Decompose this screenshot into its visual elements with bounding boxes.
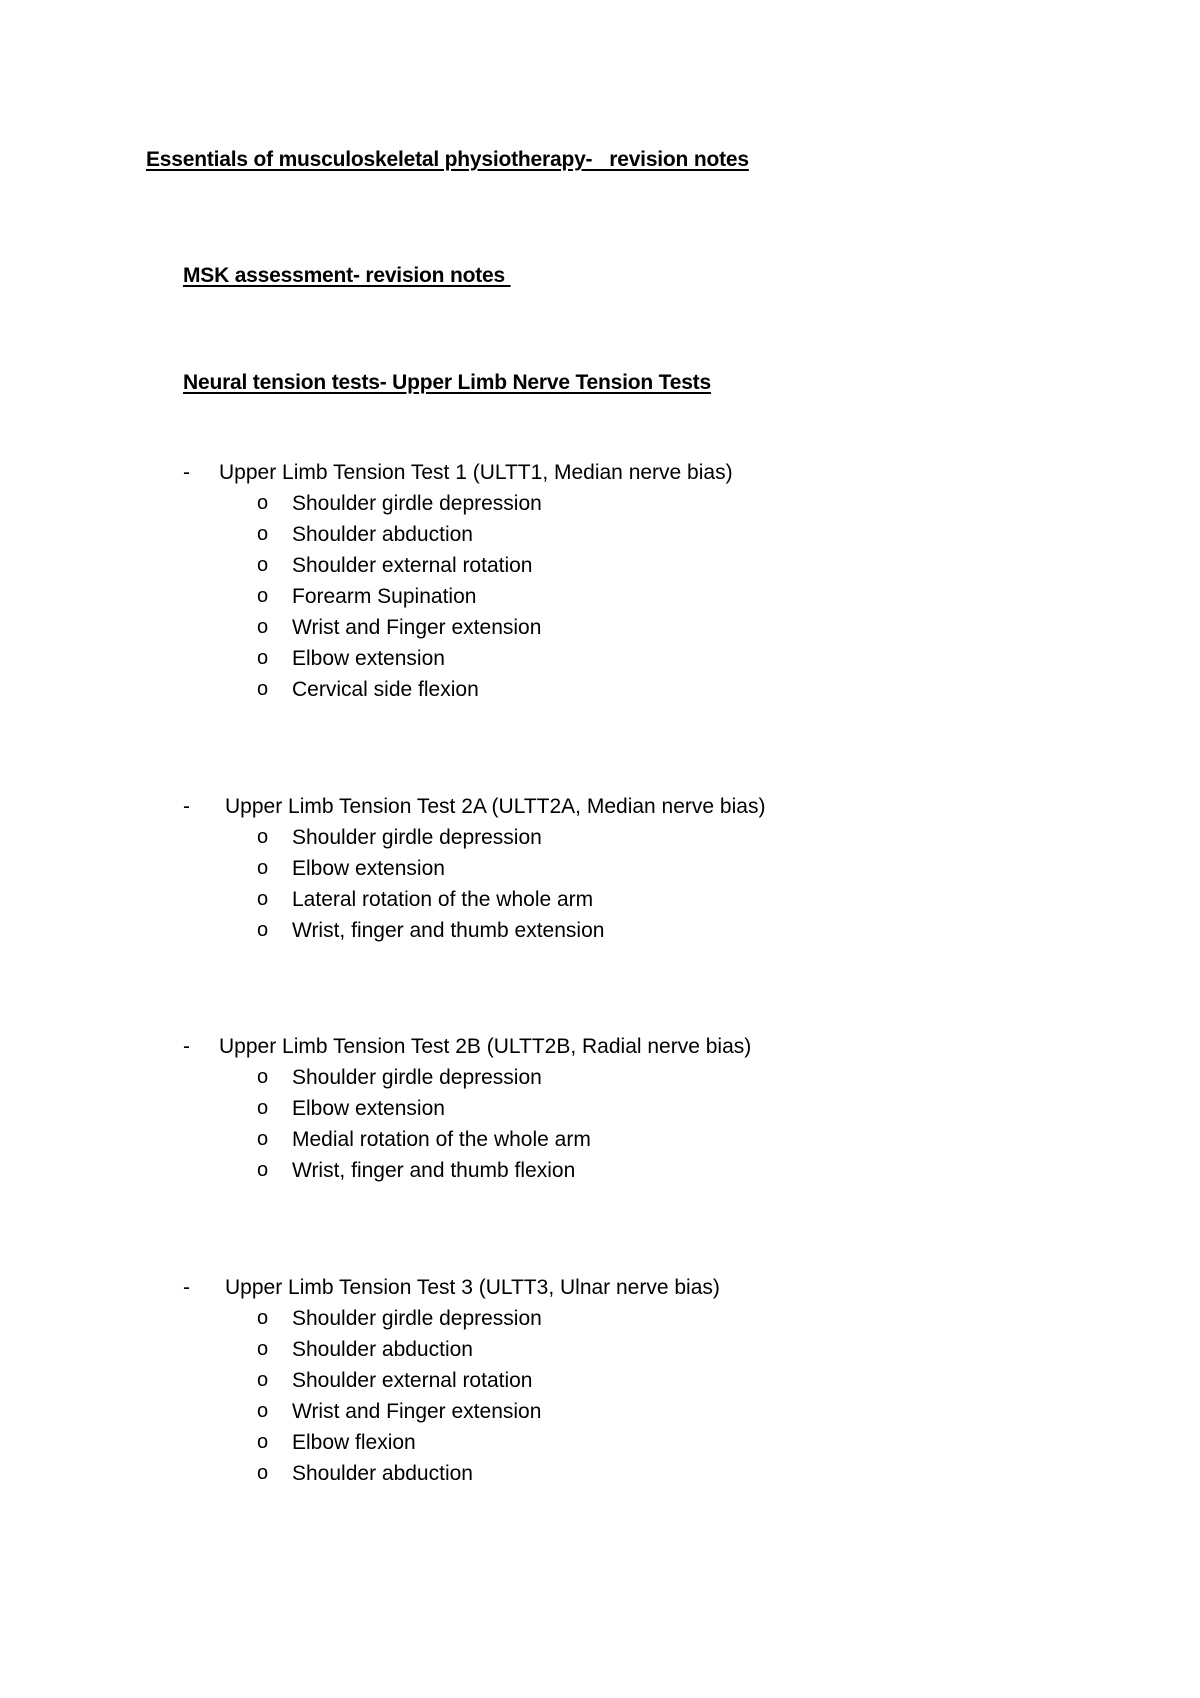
list-item-text: Shoulder girdle depression (292, 1307, 542, 1330)
list-item (183, 523, 1083, 554)
bullet-marker: o (257, 492, 269, 514)
test-heading (183, 461, 1083, 492)
bullet-marker: o (257, 554, 269, 576)
list-item-text: Shoulder girdle depression (292, 826, 542, 849)
list-item-text: Elbow extension (292, 1097, 445, 1120)
test-item-list (183, 826, 1083, 950)
bullet-marker: o (257, 585, 269, 607)
dash-marker: - (183, 1035, 190, 1058)
neural-tension-heading: Neural tension tests- Upper Limb Nerve Tension Tests (183, 371, 711, 394)
bullet-marker: o (257, 826, 269, 848)
test-heading (183, 1276, 1083, 1307)
bullet-marker: o (257, 523, 269, 545)
list-item (183, 919, 1083, 950)
test-heading (183, 795, 1083, 826)
list-item-text: Wrist, finger and thumb extension (292, 919, 605, 942)
bullet-marker: o (257, 888, 269, 910)
list-item (183, 616, 1083, 647)
list-item (183, 1097, 1083, 1128)
list-item (183, 1066, 1083, 1097)
bullet-marker: o (257, 1159, 269, 1181)
list-item (183, 1307, 1083, 1338)
bullet-marker: o (257, 1128, 269, 1150)
list-item-text: Medial rotation of the whole arm (292, 1128, 591, 1151)
list-item (183, 826, 1083, 857)
list-item-text: Wrist and Finger extension (292, 616, 542, 639)
bullet-marker: o (257, 1307, 269, 1329)
list-item (183, 1462, 1083, 1493)
bullet-marker: o (257, 678, 269, 700)
list-item-text: Shoulder girdle depression (292, 492, 542, 515)
list-item-text: Shoulder abduction (292, 1462, 473, 1485)
bullet-marker: o (257, 616, 269, 638)
dash-marker: - (183, 1276, 190, 1299)
list-item-text: Elbow flexion (292, 1431, 416, 1454)
list-item (183, 1400, 1083, 1431)
list-item-text: Wrist, finger and thumb flexion (292, 1159, 576, 1182)
list-item-text: Shoulder external rotation (292, 1369, 533, 1392)
test-block-ultt3 (183, 1276, 1083, 1493)
list-item (183, 647, 1083, 678)
bullet-marker: o (257, 1431, 269, 1453)
list-item (183, 585, 1083, 616)
bullet-marker: o (257, 1097, 269, 1119)
test-item-list (183, 1066, 1083, 1190)
test-block-ultt2b (183, 1035, 1083, 1190)
test-item-list (183, 492, 1083, 709)
bullet-marker: o (257, 1338, 269, 1360)
list-item (183, 1128, 1083, 1159)
test-label: Upper Limb Tension Test 2A (ULTT2A, Median nerve bias) (225, 795, 766, 818)
dash-marker: - (183, 461, 190, 484)
test-label: Upper Limb Tension Test 3 (ULTT3, Ulnar nerve bias) (225, 1276, 720, 1299)
bullet-marker: o (257, 857, 269, 879)
list-item (183, 857, 1083, 888)
list-item (183, 1159, 1083, 1190)
list-item (183, 554, 1083, 585)
list-item (183, 888, 1083, 919)
bullet-marker: o (257, 919, 269, 941)
list-item-text: Lateral rotation of the whole arm (292, 888, 594, 911)
bullet-marker: o (257, 1066, 269, 1088)
list-item-text: Elbow extension (292, 647, 445, 670)
bullet-marker: o (257, 1400, 269, 1422)
test-block-ultt2a (183, 795, 1083, 950)
test-label: Upper Limb Tension Test 1 (ULTT1, Median nerve bias) (219, 461, 733, 484)
section-subtitle: MSK assessment- revision notes (183, 264, 511, 287)
list-item-text: Wrist and Finger extension (292, 1400, 542, 1423)
list-item (183, 1369, 1083, 1400)
list-item-text: Elbow extension (292, 857, 445, 880)
list-item (183, 492, 1083, 523)
list-item-text: Shoulder girdle depression (292, 1066, 542, 1089)
bullet-marker: o (257, 647, 269, 669)
list-item-text: Shoulder abduction (292, 523, 473, 546)
list-item (183, 1338, 1083, 1369)
test-heading (183, 1035, 1083, 1066)
list-item (183, 678, 1083, 709)
test-label: Upper Limb Tension Test 2B (ULTT2B, Radial nerve bias) (219, 1035, 752, 1058)
list-item-text: Cervical side flexion (292, 678, 479, 701)
list-item-text: Forearm Supination (292, 585, 477, 608)
document-title: Essentials of musculoskeletal physiotherapy- revision notes (146, 148, 749, 171)
list-item (183, 1431, 1083, 1462)
test-item-list (183, 1307, 1083, 1493)
list-item-text: Shoulder external rotation (292, 554, 533, 577)
test-block-ultt1 (183, 461, 1083, 709)
bullet-marker: o (257, 1369, 269, 1391)
dash-marker: - (183, 795, 190, 818)
list-item-text: Shoulder abduction (292, 1338, 473, 1361)
bullet-marker: o (257, 1462, 269, 1484)
